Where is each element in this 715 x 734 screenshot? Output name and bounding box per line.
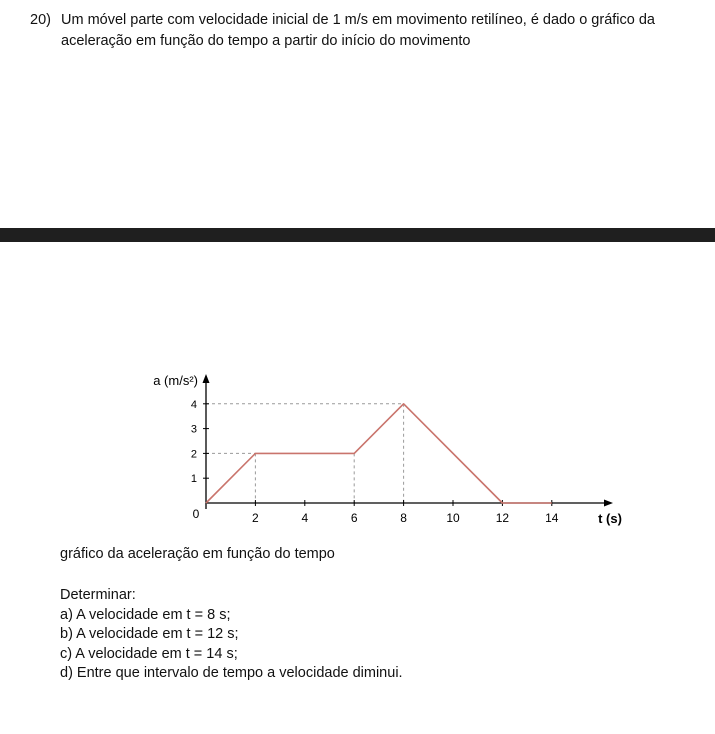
task-item-b: b) A velocidade em t = 12 s; [60, 626, 239, 642]
acceleration-line [206, 404, 552, 503]
task-item-c: c) A velocidade em t = 14 s; [60, 645, 238, 662]
y-tick-label-2: 2 [190, 448, 197, 461]
task-list [60, 586, 403, 684]
x-tick-label-2: 2 [252, 511, 259, 525]
x-axis-arrow [604, 500, 613, 507]
y-tick-label-1: 1 [190, 473, 197, 486]
chart-caption: gráfico da aceleração em função do tempo [60, 546, 335, 562]
origin-label: 0 [192, 507, 200, 521]
x-axis-label: t (s) [598, 511, 622, 526]
x-tick-label-12: 12 [495, 511, 510, 525]
x-tick-label-10: 10 [446, 511, 460, 525]
chart-svg [125, 362, 625, 534]
task-item-d: d) Entre que intervalo de tempo a velocidade diminui. [60, 665, 403, 681]
y-axis-arrow [203, 374, 210, 383]
acceleration-chart [125, 362, 625, 534]
task-heading: Determinar: [60, 587, 136, 603]
x-tick-label-14: 14 [545, 511, 559, 525]
question-number: 20) [30, 12, 51, 28]
question [30, 10, 700, 52]
divider-bar [0, 228, 715, 242]
y-tick-label-4: 4 [190, 398, 197, 411]
y-axis-label: a (m/s²) [153, 373, 198, 388]
y-tick-label-3: 3 [190, 423, 197, 436]
task-item-a: a) A velocidade em t = 8 s; [60, 606, 231, 623]
x-tick-label-6: 6 [350, 511, 358, 525]
question-text: Um móvel parte com velocidade inicial de 1 m/s em movimento retilíneo, é dado o gráfico da aceleração em função do tempo a partir do início do movimento [61, 12, 655, 49]
x-tick-label-8: 8 [400, 511, 407, 525]
x-tick-label-4: 4 [301, 511, 309, 525]
